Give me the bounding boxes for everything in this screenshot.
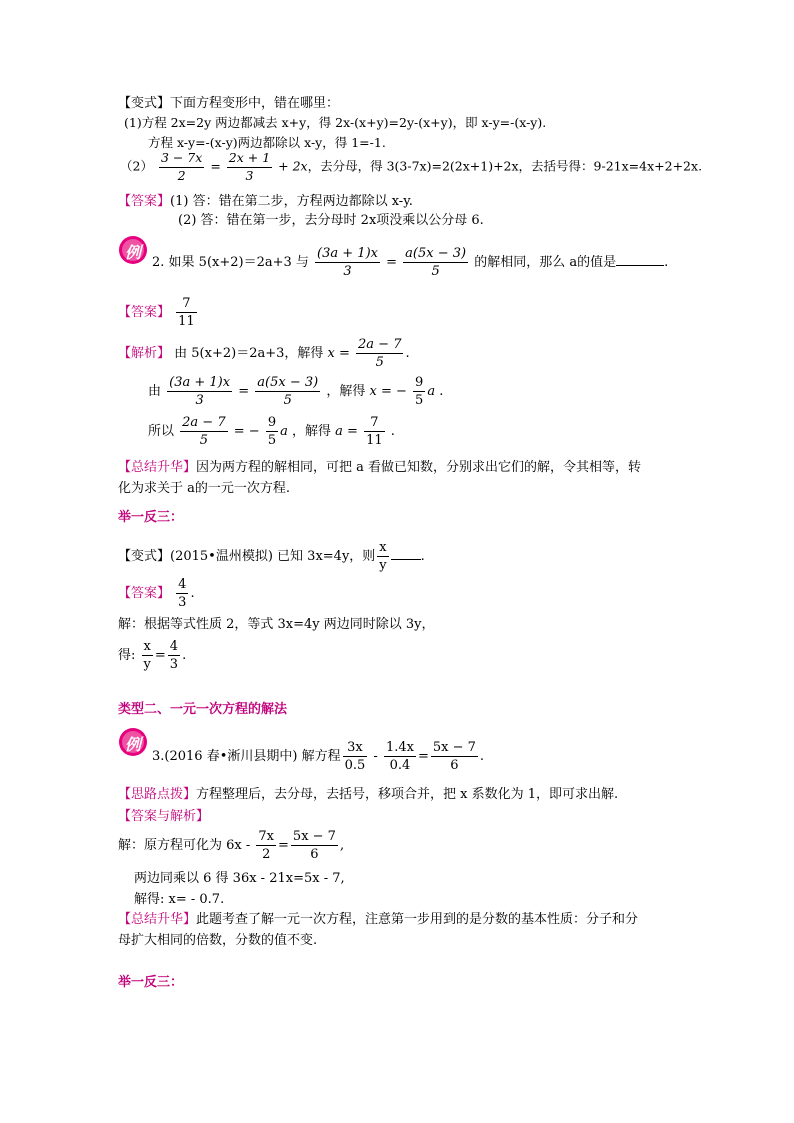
variant-item-1a: (1)方程 2x=2y 两边都减去 x+y，得 2x-(x+y)=2y-(x+y)，即 x-y=-(x-y). [124, 115, 547, 130]
answer-blank[interactable] [616, 253, 664, 266]
question-text: 的解相同，那么 a的值是 [474, 255, 617, 270]
summary-tag: 【总结升华】 [118, 460, 197, 475]
fraction: $\frac{5x - 7}{6}$ [432, 740, 476, 773]
answer-analysis-tag: 【答案与解析】 [118, 809, 210, 824]
solution-line-1: 解：原方程可化为 6x - $\frac{7x}{2}$ = $\frac{5x - 7}{6}$ , [118, 829, 345, 862]
practice-heading: 举一反三： [118, 510, 184, 525]
section-title: 类型二、一元一次方程的解法 [118, 702, 288, 717]
answer-text-1: (1) 答：错在第二步，方程两边都除以 x-y. [170, 194, 413, 209]
fraction: $\frac{(3a + 1)x}{3}$ [169, 375, 231, 408]
fraction: $\frac{a(5x - 3)}{5}$ [405, 246, 467, 279]
variant-heading [118, 97, 339, 110]
fraction: $\frac{2a - 7}{5}$ [358, 337, 402, 370]
fraction: $\frac{x}{y}$ [379, 540, 387, 573]
tip-tag: 【思路点拨】 [118, 787, 197, 802]
answer-tag: 【答案】 [118, 194, 171, 209]
fraction: $\frac{a(5x - 3)}{5}$ [257, 375, 319, 408]
fraction: $\frac{1.4x}{0.4}$ [385, 740, 414, 773]
variant-text: 下面方程变形中，错在哪里： [170, 96, 340, 111]
example-badge-icon: 例 [119, 728, 147, 756]
practice-answer: 【答案】 $\frac{4}{3}$ . [118, 577, 195, 610]
practice-solution-2: 得: $\frac{x}{y}$ = $\frac{4}{3}$ . [118, 639, 187, 672]
practice-variant: 【变式】(2015•温州模拟) 已知 3x=4y，则 $\frac{x}{y}$ . [118, 540, 425, 573]
example-3-question: 3.(2016 春•淅川县期中) 解方程 $\frac{3x}{0.5}$ - $\frac{1.4x}{0.4}$ = $\frac{5x - 7}{6}$ . [152, 740, 485, 773]
fraction: $\frac{9}{5}$ [267, 415, 277, 448]
fraction: $\frac{2x + 1}{3}$ [228, 150, 271, 183]
fraction: $\frac{5x - 7}{6}$ [292, 829, 336, 862]
fraction: $\frac{4}{3}$ [178, 577, 187, 610]
fraction: $\frac{7}{11}$ [178, 296, 195, 329]
analysis-tag: 【解析】 [118, 346, 171, 361]
equals: = [386, 255, 398, 270]
summary-line-1: 【总结升华】因为两方程的解相同，可把 a 看做已知数，分别求出它们的解，令其相等，转 [118, 460, 642, 475]
item-2-label: （2） [120, 158, 153, 174]
fraction: $\frac{3 - 7x}{2}$ [160, 150, 203, 183]
variant-item-1b: 方程 x-y=-(x-y)两边都除以 x-y，得 1=-1. [148, 135, 386, 150]
fraction: $\frac{2a - 7}{5}$ [182, 415, 226, 448]
example-2-question: 2. 如果 5(x+2)＝2a+3 与 $\frac{(3a + 1)x}{3}$ = $\frac{a(5x - 3)}{5}$ 的解相同，那么 a的值是 . [152, 246, 669, 279]
fraction: $\frac{4}{3}$ [169, 639, 179, 672]
fraction: $\frac{7}{11}$ [366, 415, 383, 448]
equals: = [210, 158, 221, 174]
fraction: $\frac{9}{5}$ [415, 375, 424, 408]
fraction: $\frac{7x}{2}$ [258, 829, 275, 862]
solution-line-2: 两边同乘以 6 得 36x - 21x=5x - 7, [134, 871, 345, 886]
answer-tag: 【答案】 [118, 586, 171, 601]
summary-line-1: 【总结升华】此题考查了解一元一次方程，注意第一步用到的是分数的基本性质：分子和分 [118, 912, 639, 927]
answer-line-1 [118, 195, 413, 208]
analysis-line-1: 【解析】 由 5(x+2)＝2a+3，解得 x = $\frac{2a - 7}{5}$ . [118, 337, 410, 370]
example-badge-icon: 例 [119, 236, 147, 264]
variant-item-2 [120, 152, 702, 182]
tip-line: 【思路点拨】方程整理后，去分母，去括号，移项合并，把 x 系数化为 1，即可求出解. [118, 787, 619, 802]
analysis-line-2: 由 $\frac{(3a + 1)x}{3}$ = $\frac{a(5x - 3)}{5}$ ，解得 x = − $\frac{9}{5}$ a . [148, 375, 444, 408]
answer-tag: 【答案】 [118, 305, 171, 320]
practice-solution-1: 解：根据等式性质 2，等式 3x=4y 两边同时除以 3y， [118, 617, 435, 632]
answer-blank[interactable] [391, 547, 421, 560]
fraction: $\frac{3x}{0.5}$ [344, 740, 366, 773]
summary-line-2: 化为求关于 a的一元一次方程. [118, 481, 291, 496]
analysis-line-3: 所以 $\frac{2a - 7}{5}$ = − $\frac{9}{5}$ a ，解得 a = $\frac{7}{11}$ . [148, 415, 395, 448]
variant-tag: 【变式】 [118, 549, 171, 564]
summary-tag: 【总结升华】 [118, 912, 197, 927]
answer-line-2: (2) 答：错在第一步，去分母时 2x项没乘以公分母 6. [178, 213, 484, 228]
term: + 2x [278, 158, 308, 174]
solution-line-3: 解得: x= - 0.7. [134, 892, 225, 907]
fraction: $\frac{(3a + 1)x}{3}$ [317, 246, 378, 279]
item-2-text: ，去分母，得 3(3-7x)=2(2x+1)+2x，去括号得：9-21x=4x+2+2x. [307, 158, 703, 174]
practice-heading: 举一反三： [118, 975, 184, 990]
question-text: 2. 如果 5(x+2)＝2a+3 与 [152, 255, 309, 270]
example-2-answer [118, 297, 199, 328]
fraction: $\frac{x}{y}$ [143, 639, 151, 672]
summary-line-2: 母扩大相同的倍数，分数的值不变. [118, 933, 318, 948]
variant-tag: 【变式】 [118, 96, 171, 111]
